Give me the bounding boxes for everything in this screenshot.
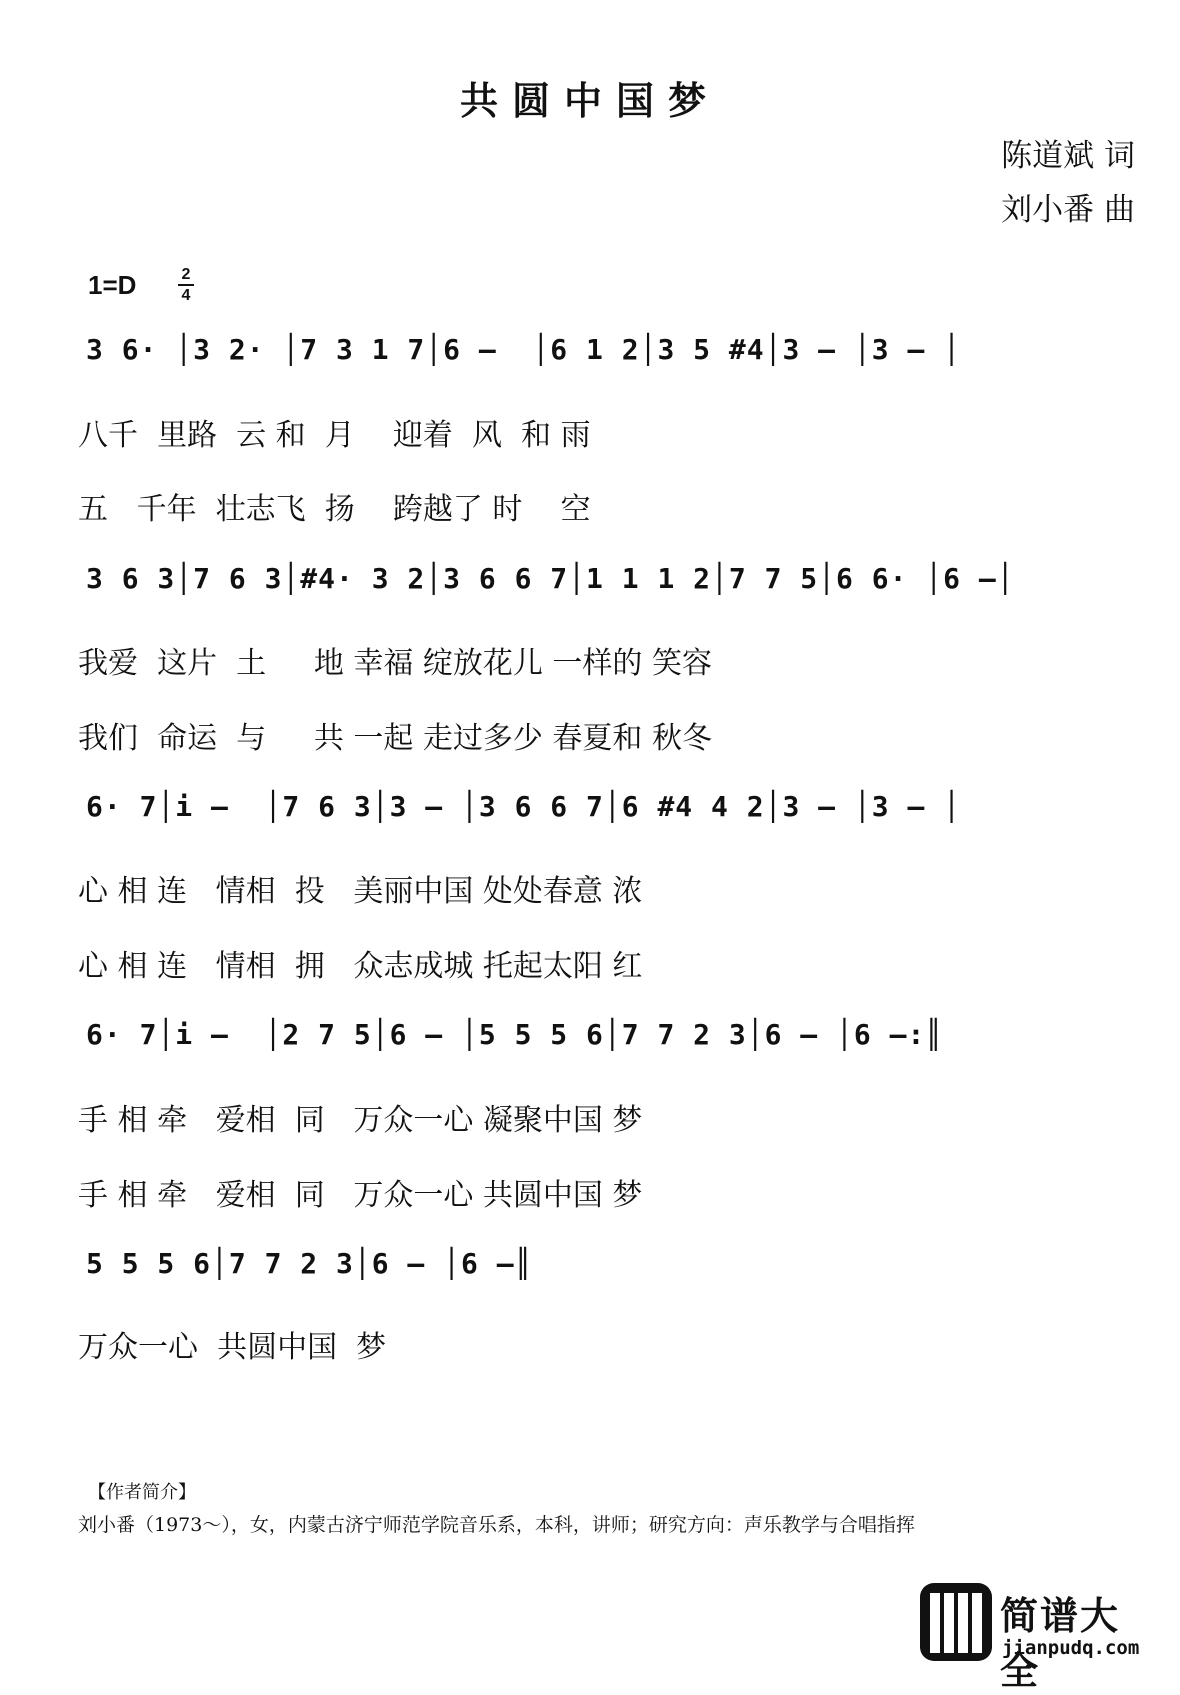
lyric-line-3-verse-1: 心 相 连 情相 投 美丽中国 处处春意 浓	[78, 874, 643, 909]
lyric-line-3-verse-2: 心 相 连 情相 拥 众志成城 托起太阳 红	[78, 949, 643, 984]
lyricist-credit: 陈道斌 词	[1001, 138, 1135, 174]
notation-line-5: 5 5 5 6│7 7 2 3│6 – │6 –║	[86, 1247, 533, 1280]
composer-credit: 刘小番 曲	[1001, 192, 1135, 228]
key-signature: 1=D	[88, 270, 137, 300]
lyric-line-2-verse-2: 我们 命运 与 共 一起 走过多少 春夏和 秋冬	[78, 721, 712, 756]
time-signature-top: 2	[181, 266, 191, 283]
notation-line-2: 3 6 3│7 6 3│#4· 3 2│3 6 6 7│1 1 1 2│7 7 5│6 6· │6 –│	[86, 562, 1015, 595]
author-intro-heading: 【作者简介】	[88, 1482, 196, 1503]
lyric-line-2-verse-1: 我爱 这片 土 地 幸福 绽放花儿 一样的 笑容	[78, 646, 712, 681]
lyric-line-4-verse-1: 手 相 牵 爱相 同 万众一心 凝聚中国 梦	[78, 1103, 643, 1138]
time-signature	[178, 266, 194, 304]
lyric-line-5-verse-1: 万众一心 共圆中国 梦	[78, 1330, 387, 1365]
watermark-url: jianpudq.com	[1002, 1637, 1140, 1659]
watermark-brand: 简谱大全	[1000, 1594, 1121, 1693]
lyric-line-1-verse-2: 五 千年 壮志飞 扬 跨越了 时 空	[78, 492, 591, 527]
page-title: 共圆中国梦	[459, 79, 720, 123]
notation-line-1: 3 6· │3 2· │7 3 1 7│6 – │6 1 2│3 5 #4│3 – │3 – │	[86, 333, 962, 366]
lyric-line-1-verse-1: 八千 里路 云 和 月 迎着 风 和 雨	[78, 418, 591, 453]
notation-line-3: 6· 7│i – │7 6 3│3 – │3 6 6 7│6 #4 4 2│3 – │3 – │	[86, 790, 962, 823]
notation-line-4: 6· 7│i – │2 7 5│6 – │5 5 5 6│7 7 2 3│6 – │6 –:║	[86, 1018, 944, 1051]
watermark-logo	[918, 1581, 1158, 1693]
piano-keys-icon	[918, 1581, 996, 1665]
author-intro-text: 刘小番（1973～），女，内蒙古济宁师范学院音乐系，本科，讲师；研究方向：声乐教学与合唱指挥	[78, 1514, 915, 1536]
time-signature-bottom: 4	[181, 287, 191, 304]
lyric-line-4-verse-2: 手 相 牵 爱相 同 万众一心 共圆中国 梦	[78, 1178, 643, 1213]
